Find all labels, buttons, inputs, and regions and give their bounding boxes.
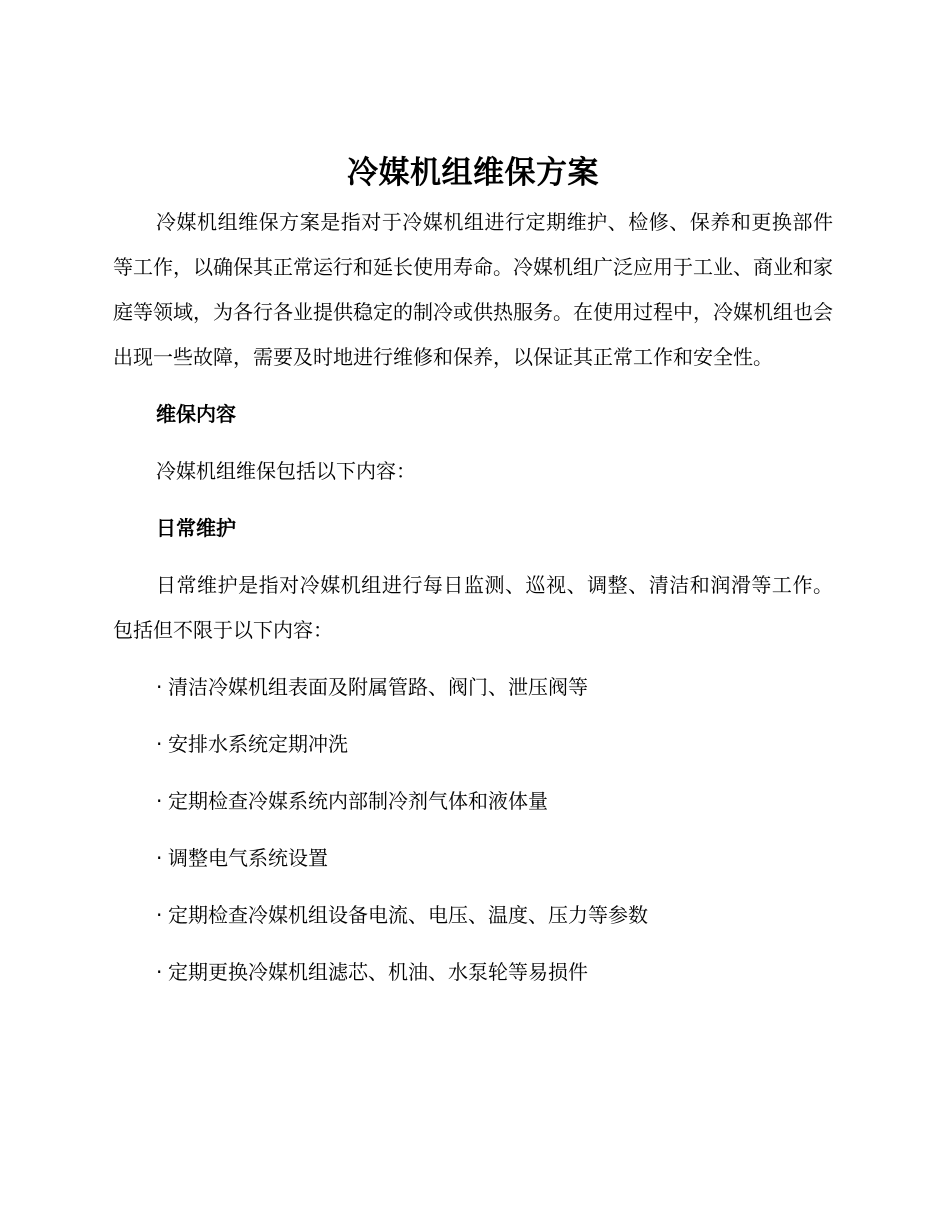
- list-item-text: 清洁冷媒机组表面及附属管路、阀门、泄压阀等: [168, 675, 588, 699]
- document-title: 冷媒机组维保方案: [347, 155, 599, 191]
- list-item-text: 调整电气系统设置: [168, 846, 328, 870]
- document-page: [113, 148, 833, 1007]
- section-heading-daily-maintenance: 日常维护: [156, 516, 236, 540]
- list-item: [113, 893, 833, 938]
- list-item-text: 安排水系统定期冲洗: [168, 732, 348, 756]
- intro-paragraph: 冷媒机组维保方案是指对于冷媒机组进行定期维护、检修、保养和更换部件等工作，以确保其正常运行和延长使用寿命。冷媒机组广泛应用于工业、商业和家庭等领域，为各行各业提供稳定的制冷或供热服务。在使用过程中，冷媒机组也会出现一些故障，需要及时地进行维修和保养，以保证其正常工作和安全性。: [113, 210, 833, 369]
- list-item-text: 定期检查冷媒机组设备电流、电压、温度、压力等参数: [168, 903, 648, 927]
- section-heading-maintenance-content: 维保内容: [156, 402, 236, 426]
- list-item-text: 定期更换冷媒机组滤芯、机油、水泵轮等易损件: [168, 960, 588, 984]
- list-item: [113, 779, 833, 824]
- list-item: [113, 836, 833, 881]
- bullet-icon: ·: [156, 732, 163, 756]
- list-item: [113, 665, 833, 710]
- list-item-text: 定期检查冷媒系统内部制冷剂气体和液体量: [168, 789, 548, 813]
- section-text-daily-maintenance: 日常维护是指对冷媒机组进行每日监测、巡视、调整、清洁和润滑等工作。包括但不限于以下内容：: [113, 573, 833, 642]
- list-item: [113, 722, 833, 767]
- section-text-maintenance-content: 冷媒机组维保包括以下内容：: [156, 459, 416, 483]
- bullet-icon: ·: [156, 960, 163, 984]
- bullet-icon: ·: [156, 903, 163, 927]
- list-item: [113, 950, 833, 995]
- bullet-icon: ·: [156, 675, 163, 699]
- bullet-icon: ·: [156, 789, 163, 813]
- daily-maintenance-list: [113, 665, 833, 995]
- bullet-icon: ·: [156, 846, 163, 870]
